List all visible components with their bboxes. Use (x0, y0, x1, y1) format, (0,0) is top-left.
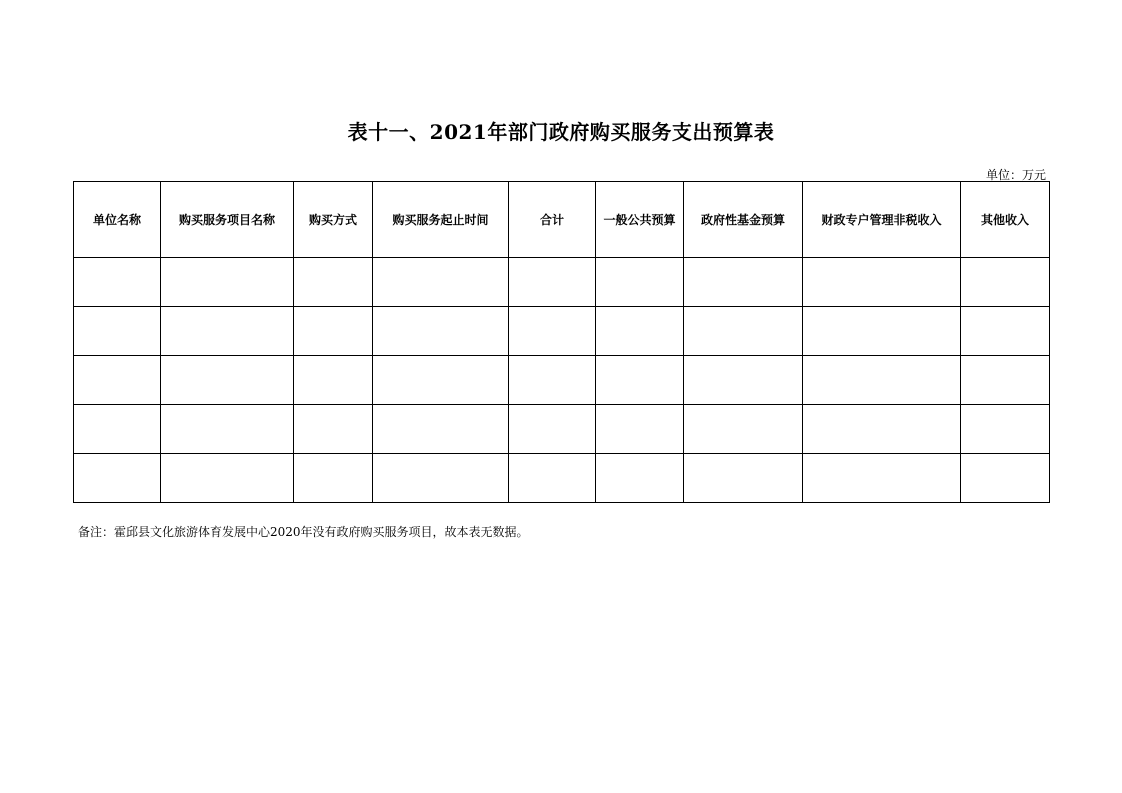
table-cell (509, 405, 596, 454)
table-cell (961, 356, 1050, 405)
table-row (74, 356, 1050, 405)
table-cell (509, 454, 596, 503)
column-header-service-period: 购买服务起止时间 (373, 182, 509, 258)
table-cell (596, 454, 684, 503)
table-cell (509, 356, 596, 405)
column-header-total: 合计 (509, 182, 596, 258)
column-header-special-account-nontax-income: 财政专户管理非税收入 (803, 182, 961, 258)
table-cell (961, 258, 1050, 307)
table-cell (803, 307, 961, 356)
table-cell (74, 454, 161, 503)
table-row (74, 405, 1050, 454)
table-cell (74, 356, 161, 405)
table-cell (294, 307, 373, 356)
table-cell (596, 307, 684, 356)
table-cell (803, 356, 961, 405)
table-cell (596, 405, 684, 454)
table-cell (596, 356, 684, 405)
table-cell (961, 307, 1050, 356)
table-cell (373, 454, 509, 503)
table-row (74, 307, 1050, 356)
table-cell (294, 258, 373, 307)
table-cell (373, 307, 509, 356)
table-cell (74, 307, 161, 356)
table-cell (961, 454, 1050, 503)
table-row (74, 454, 1050, 503)
table-cell (373, 405, 509, 454)
table-cell (74, 258, 161, 307)
table-cell (803, 405, 961, 454)
table-cell (161, 258, 294, 307)
table-cell (684, 258, 803, 307)
table-cell (509, 258, 596, 307)
table-cell (684, 307, 803, 356)
table-cell (803, 454, 961, 503)
table-cell (294, 454, 373, 503)
column-header-purchase-method: 购买方式 (294, 182, 373, 258)
table-cell (161, 405, 294, 454)
page-title: 表十一、2021年部门政府购买服务支出预算表 (347, 120, 775, 144)
column-header-government-fund-budget: 政府性基金预算 (684, 182, 803, 258)
budget-table (73, 181, 1050, 503)
column-header-general-public-budget: 一般公共预算 (596, 182, 684, 258)
unit-label: 单位：万元 (985, 168, 1046, 182)
table-cell (684, 405, 803, 454)
column-header-service-item-name: 购买服务项目名称 (161, 182, 294, 258)
table-cell (74, 405, 161, 454)
table-cell (373, 258, 509, 307)
table-cell (509, 307, 596, 356)
column-header-other-income: 其他收入 (961, 182, 1050, 258)
table-header-row (74, 182, 1050, 258)
table-cell (684, 454, 803, 503)
table-row (74, 258, 1050, 307)
table-cell (684, 356, 803, 405)
table-cell (161, 454, 294, 503)
table-cell (294, 356, 373, 405)
column-header-unit-name: 单位名称 (74, 182, 161, 258)
table-cell (161, 356, 294, 405)
table-cell (803, 258, 961, 307)
table-cell (596, 258, 684, 307)
table-cell (161, 307, 294, 356)
footnote: 备注：霍邱县文化旅游体育发展中心2020年没有政府购买服务项目，故本表无数据。 (78, 525, 529, 539)
table-cell (294, 405, 373, 454)
table-cell (961, 405, 1050, 454)
table-cell (373, 356, 509, 405)
